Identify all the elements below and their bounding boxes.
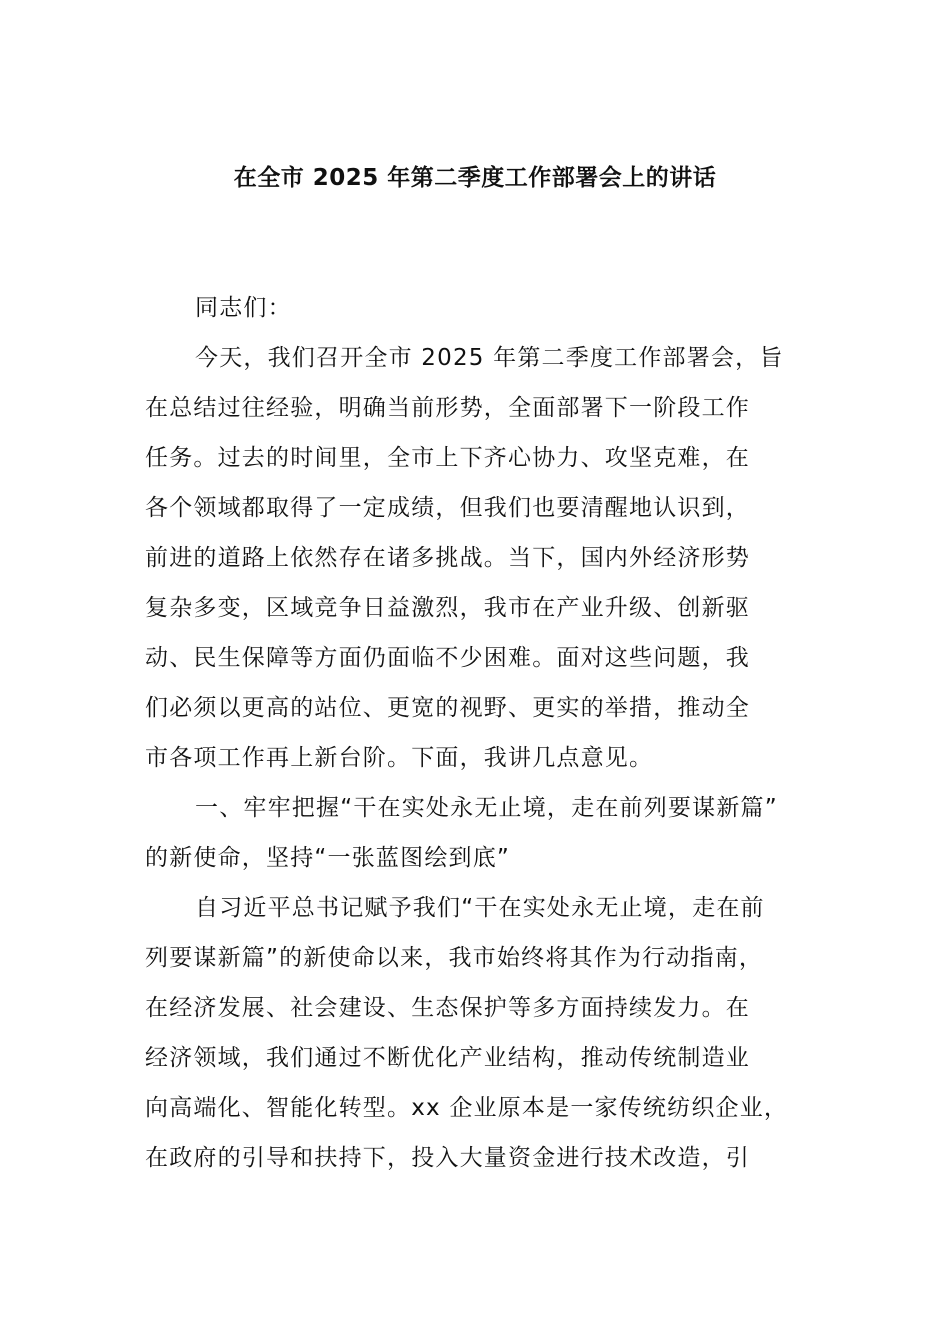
- paragraph-line: 动、民生保障等方面仍面临不少困难。面对这些问题，我: [145, 645, 750, 671]
- paragraph-line: 复杂多变，区域竞争日益激烈，我市在产业升级、创新驱: [145, 595, 750, 621]
- paragraph-line: 列要谋新篇”的新使命以来，我市始终将其作为行动指南，: [145, 945, 764, 971]
- paragraph-line: 前进的道路上依然存在诸多挑战。当下，国内外经济形势: [145, 545, 750, 571]
- paragraph-line: 各个领域都取得了一定成绩，但我们也要清醒地认识到，: [145, 495, 750, 521]
- paragraph-line: 今天，我们召开全市 2025 年第二季度工作部署会，旨: [195, 345, 784, 371]
- paragraph-line: 经济领域，我们通过不断优化产业结构，推动传统制造业: [145, 1045, 750, 1071]
- paragraph-line: 在经济发展、社会建设、生态保护等多方面持续发力。在: [145, 995, 750, 1021]
- paragraph-line: 向高端化、智能化转型。xx 企业原本是一家传统纺织企业，: [145, 1095, 789, 1121]
- paragraph-line: 在总结过往经验，明确当前形势，全面部署下一阶段工作: [145, 395, 750, 421]
- salutation-line: 同志们：: [195, 295, 292, 321]
- paragraph-line: 市各项工作再上新台阶。下面，我讲几点意见。: [145, 745, 654, 771]
- paragraph-line: 在政府的引导和扶持下，投入大量资金进行技术改造，引: [145, 1145, 750, 1171]
- section-heading-line: 的新使命，坚持“一张蓝图绘到底”: [145, 845, 511, 871]
- paragraph-line: 任务。过去的时间里，全市上下齐心协力、攻坚克难，在: [145, 445, 750, 471]
- document-body: [145, 283, 835, 1183]
- paragraph-line: 们必须以更高的站位、更宽的视野、更实的举措，推动全: [145, 695, 750, 721]
- section-heading-line: 一、牢牢把握“干在实处永无止境，走在前列要谋新篇”: [195, 795, 778, 821]
- document-title: 在全市 2025 年第二季度工作部署会上的讲话: [233, 165, 717, 191]
- paragraph-line: 自习近平总书记赋予我们“干在实处永无止境，走在前: [195, 895, 765, 921]
